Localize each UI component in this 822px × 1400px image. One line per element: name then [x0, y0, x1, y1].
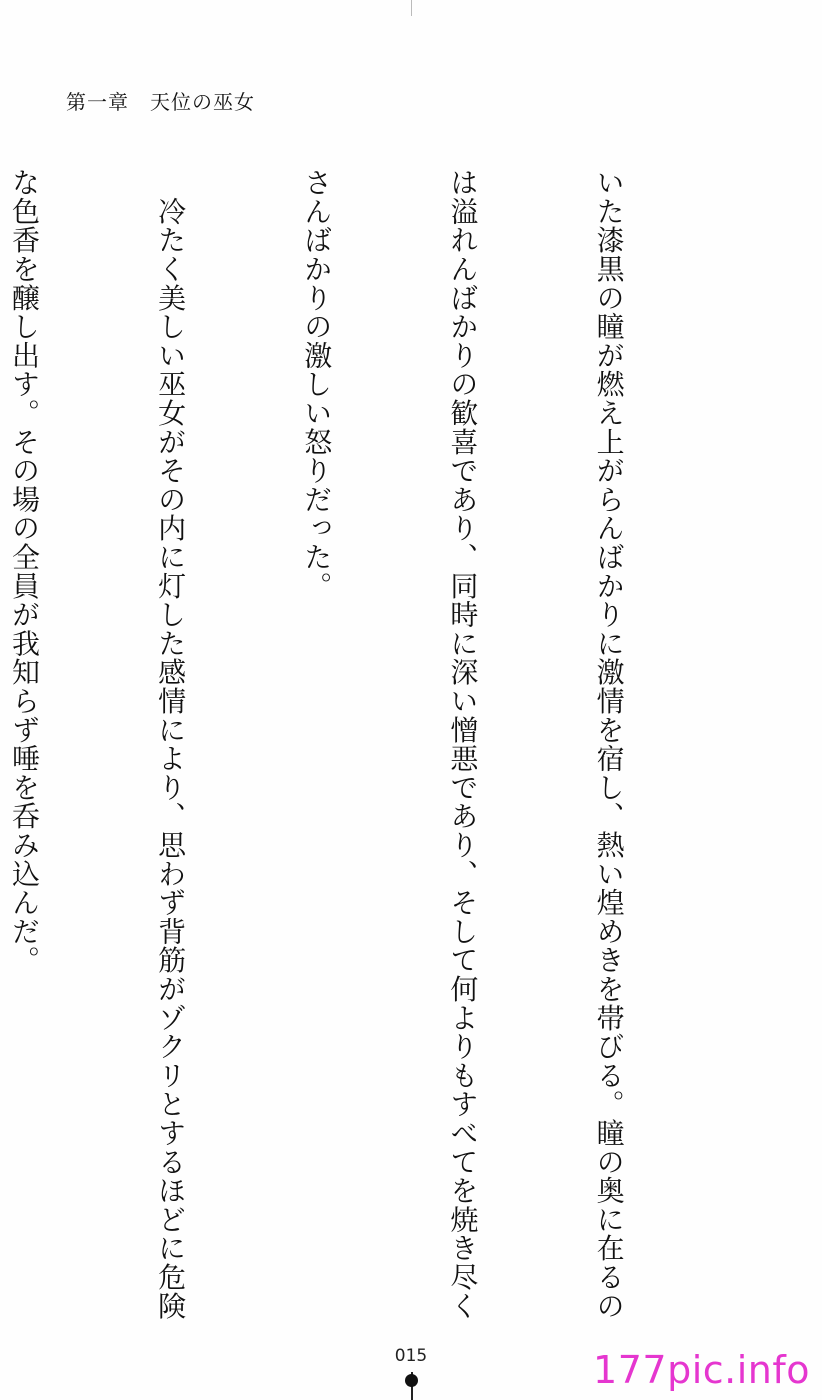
page-mark-dot: [405, 1374, 418, 1387]
vertical-body-text: [0, 168, 730, 1318]
text-line: は溢れんばかりの歓喜であり、同時に深い憎悪であり、そして何よりもすべてを焼き尽く: [446, 168, 480, 1320]
text-line: さんばかりの激しい怒りだった。: [300, 168, 334, 600]
page-number: 015: [394, 1346, 428, 1366]
chapter-header: 第一章 天位の巫女: [66, 90, 255, 114]
text-line: 冷たく美しい巫女がその内に灯した感情により、思わず背筋がゾクリとするほどに危険: [154, 168, 188, 1320]
text-line: な色香を醸し出す。その場の全員が我知らず唾を呑み込んだ。: [7, 168, 41, 975]
watermark: 177pic.info: [593, 1348, 810, 1392]
top-crop-mark: [411, 0, 412, 16]
text-line: いた漆黒の瞳が燃え上がらんばかりに激情を宿し、熱い煌めきを帯びる。瞳の奥に在るの: [592, 168, 626, 1320]
